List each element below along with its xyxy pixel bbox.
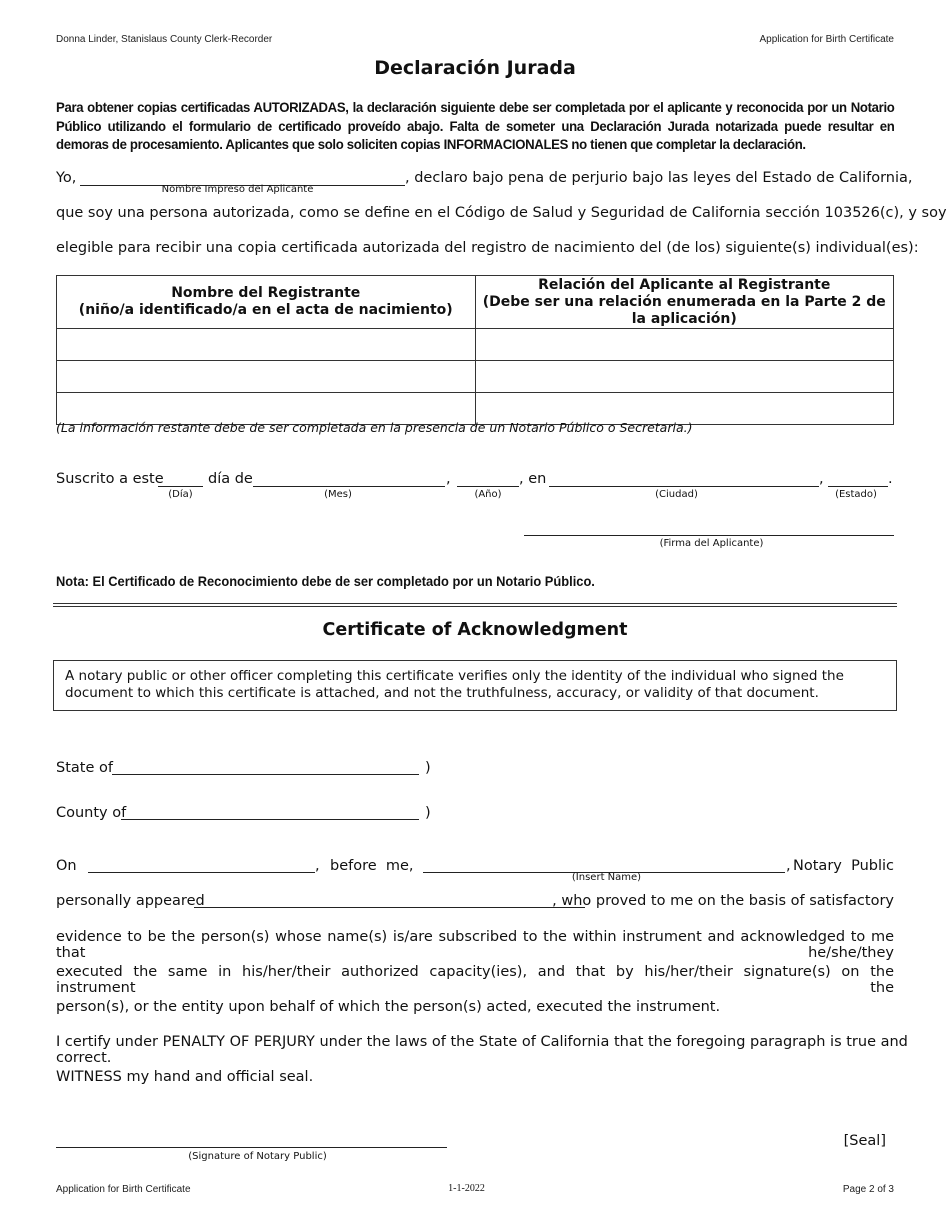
state-of-field[interactable] bbox=[112, 774, 419, 775]
year-field[interactable] bbox=[457, 486, 519, 487]
ack-paragraph-line2: executed the same in his/her/their authorized capacity(ies), and that by his/her/their signature(s) on the instrument the bbox=[56, 964, 894, 996]
yo-label: Yo, bbox=[56, 170, 77, 186]
county-of-field[interactable] bbox=[121, 819, 419, 820]
relationship-cell[interactable] bbox=[475, 361, 894, 393]
footer-page-number: Page 2 of 3 bbox=[842, 1184, 894, 1195]
state-caption: (Estado) bbox=[835, 489, 877, 500]
county-of-label: County of bbox=[56, 805, 127, 821]
dia-de-label: día de bbox=[208, 471, 253, 487]
state-field[interactable] bbox=[828, 486, 888, 487]
col2-line2: (Debe ser una relación enumerada en la Parte 2 de la aplicación) bbox=[482, 293, 886, 327]
declaration-line2: que soy una persona autorizada, como se define en el Código de Salud y Seguridad de California sección 103526(c), y soy bbox=[56, 205, 947, 221]
table-header-row bbox=[57, 276, 894, 329]
on-label: On bbox=[56, 858, 77, 874]
insert-name-caption: (Insert Name) bbox=[571, 872, 642, 883]
col-registrant-name bbox=[57, 276, 476, 329]
notice-text: A notary public or other officer completing this certificate verifies only the identity of the individual who signed the document to which this certificate is attached, and not the truthfulness, accuracy, or validity of that document. bbox=[65, 668, 844, 701]
signer-name-field[interactable] bbox=[194, 907, 585, 908]
state-of-label: State of bbox=[56, 760, 113, 776]
suscrito-label: Suscrito a este bbox=[56, 471, 164, 487]
witness-statement: WITNESS my hand and official seal. bbox=[56, 1069, 314, 1085]
applicant-signature-field[interactable] bbox=[524, 535, 894, 536]
perjury-text: , declaro bajo pena de perjurio bajo las leyes del Estado de California, bbox=[405, 170, 913, 186]
declaration-line3: elegible para recibir una copia certificada autorizada del registro de nacimiento del (de los) siguiente(s) individual(es): bbox=[56, 240, 919, 256]
footer-left: Application for Birth Certificate bbox=[56, 1184, 191, 1195]
col1-line2: (niño/a identificado/a en el acta de nacimiento) bbox=[78, 302, 453, 318]
certify-statement: I certify under PENALTY OF PERJURY under the laws of the State of California that the foregoing paragraph is true and correct. bbox=[56, 1034, 908, 1066]
date-field[interactable] bbox=[88, 872, 315, 873]
comma-4: , bbox=[786, 858, 791, 874]
notice-box bbox=[53, 660, 897, 711]
city-caption: (Ciudad) bbox=[655, 489, 698, 500]
period: . bbox=[888, 471, 893, 487]
day-caption: (Día) bbox=[168, 489, 193, 500]
state-paren: ) bbox=[425, 760, 431, 776]
notary-note: Nota: El Certificado de Reconocimiento debe de ser completado por un Notario Público. bbox=[56, 573, 595, 589]
comma-1: , bbox=[446, 471, 451, 487]
col1-line1: Nombre del Registrante bbox=[171, 285, 361, 301]
col2-line1: Relación del Aplicante al Registrante bbox=[538, 276, 831, 293]
year-caption: (Año) bbox=[474, 489, 502, 500]
month-field[interactable] bbox=[253, 486, 445, 487]
applicant-name-caption: Nombre Impreso del Aplicante bbox=[161, 184, 314, 195]
section-divider bbox=[53, 603, 897, 607]
ack-paragraph-line1: evidence to be the person(s) whose name(s) is/are subscribed to the within instrument and acknowledged to me that he/she/they bbox=[56, 929, 894, 961]
table-row bbox=[57, 361, 894, 393]
personally-appeared-label: personally appeared bbox=[56, 893, 205, 909]
before-me-label: before me, bbox=[330, 858, 414, 874]
table-row bbox=[57, 329, 894, 361]
city-field[interactable] bbox=[549, 486, 819, 487]
en-label: , en bbox=[519, 471, 547, 487]
declaration-title: Declaración Jurada bbox=[374, 57, 576, 79]
footer-date: 1-1-2022 bbox=[448, 1183, 485, 1194]
comma-2: , bbox=[819, 471, 824, 487]
month-caption: (Mes) bbox=[324, 489, 352, 500]
who-proved-text: , who proved to me on the basis of satisfactory bbox=[552, 893, 894, 909]
registrant-name-cell[interactable] bbox=[57, 329, 476, 361]
notary-presence-note: (La información restante debe de ser completada en la presencia de un Notario Público o Secretaria.) bbox=[56, 420, 693, 435]
day-field[interactable] bbox=[158, 486, 203, 487]
notary-public-label: Notary Public bbox=[793, 858, 894, 874]
declaration-instructions: Para obtener copias certificadas AUTORIZADAS, la declaración siguiente debe ser completada por el aplicante y reconocida por un Notario Público utilizando el formulario de certificado proveído abajo. Falta de someter una Declaración Jurada notarizada puede resultar en demoras de procesamiento. Aplicantes que solo soliciten copias INFORMACIONALES no tienen que completar la declaración. bbox=[56, 99, 895, 152]
applicant-signature-caption: (Firma del Aplicante) bbox=[659, 538, 764, 549]
registrant-table bbox=[56, 275, 894, 425]
county-paren: ) bbox=[425, 805, 431, 821]
comma-3: , bbox=[315, 858, 320, 874]
registrant-name-cell[interactable] bbox=[57, 361, 476, 393]
ack-paragraph-line3: person(s), or the entity upon behalf of which the person(s) acted, executed the instrument. bbox=[56, 999, 721, 1015]
notary-signature-field[interactable] bbox=[56, 1147, 447, 1148]
acknowledgment-title: Certificate of Acknowledgment bbox=[322, 620, 628, 640]
col-relationship bbox=[475, 276, 894, 329]
relationship-cell[interactable] bbox=[475, 329, 894, 361]
header-right: Application for Birth Certificate bbox=[759, 34, 894, 45]
seal-placeholder: [Seal] bbox=[843, 1133, 886, 1149]
header-left: Donna Linder, Stanislaus County Clerk-Recorder bbox=[56, 34, 273, 45]
notary-signature-caption: (Signature of Notary Public) bbox=[188, 1151, 327, 1162]
